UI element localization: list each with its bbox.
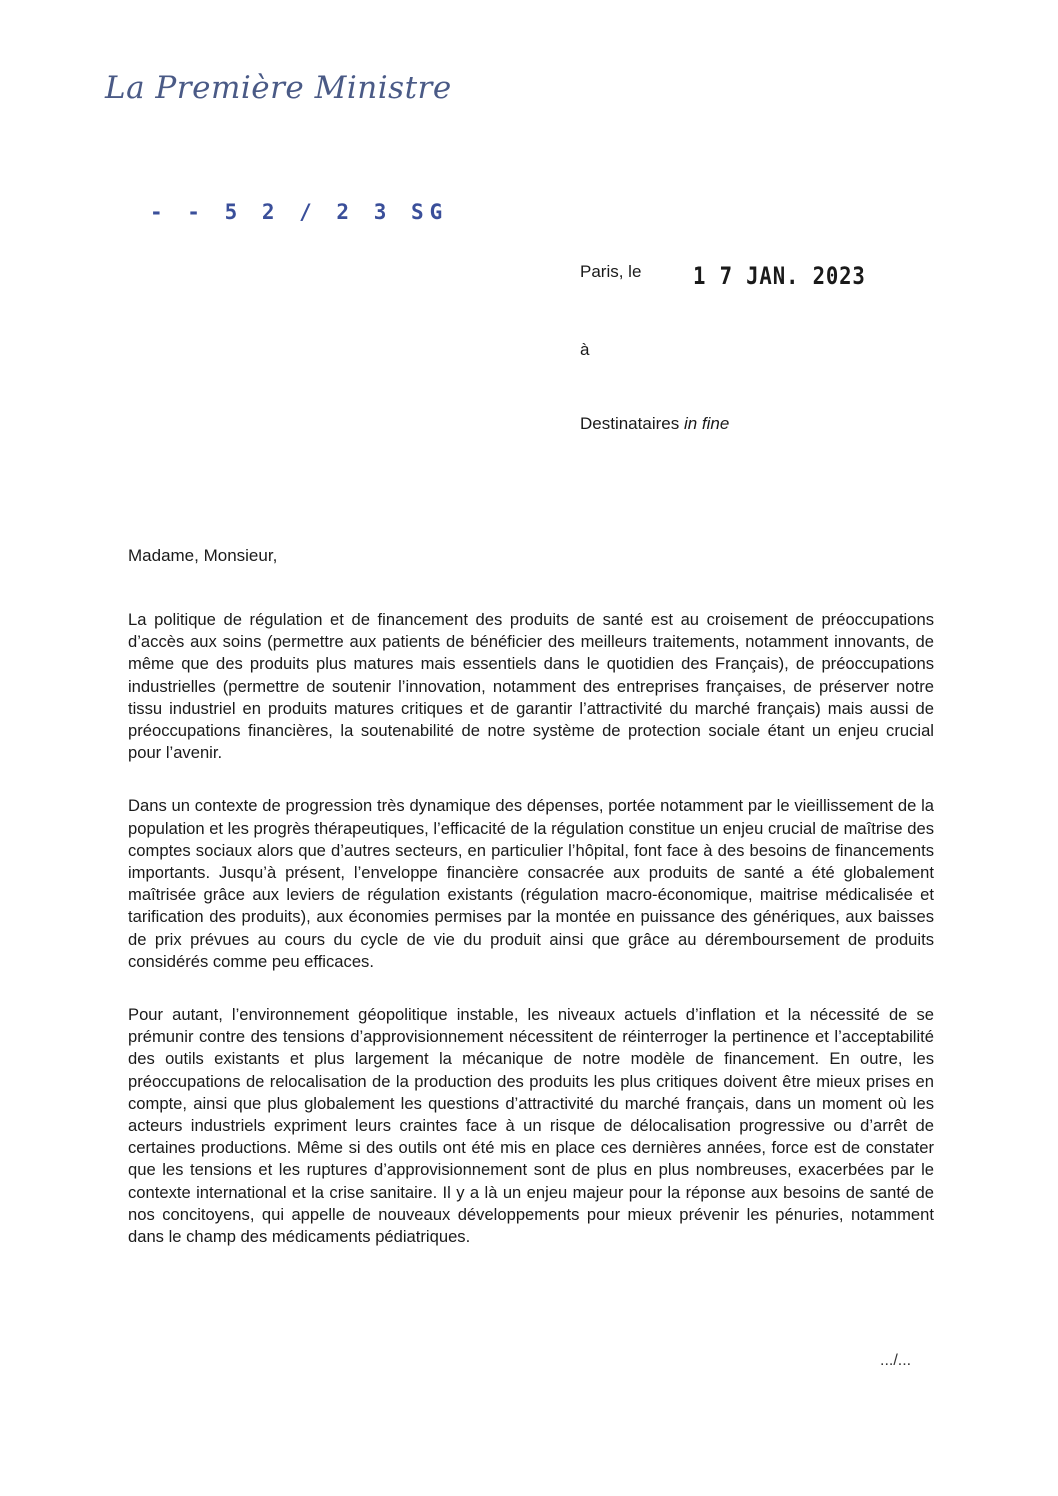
recipients-line xyxy=(580,414,729,434)
recipients-suffix: in fine xyxy=(683,414,730,433)
salutation: Madame, Monsieur, xyxy=(128,546,278,565)
recipients-label: Destinataires xyxy=(580,414,680,433)
body-paragraph-1: La politique de régulation et de financement des produits de santé est au croisement de préoccupations d’accès aux soins (permettre aux patients de bénéficier des meilleurs traitements, notamment innovants, de même que des produits plus matures mais essentiels dans le quotidien des Français), de préoccupations industrielles (permettre de soutenir l’innovation, notamment des entreprises françaises, de préserver notre tissu industriel en produits matures critiques et de garantir l’attractivité du marché français) mais aussi de préoccupations financières, la soutenabilité de notre système de protection sociale étant un enjeu crucial pour l’avenir. xyxy=(128,610,934,763)
reference-number-stamp: - - 5 2 / 2 3 SG xyxy=(150,200,449,224)
addressee-prefix: à xyxy=(580,340,590,359)
date-stamp: 1 7 JAN. 2023 xyxy=(693,262,866,290)
place-label: Paris, le xyxy=(580,262,642,281)
page-continuation-mark: .../... xyxy=(880,1352,912,1369)
body-paragraph-2: Dans un contexte de progression très dynamique des dépenses, portée notamment par le vieillissement de la population et les progrès thérapeutiques, l’efficacité de la régulation constitue un enjeu crucial de maîtrise des comptes sociaux alors que d’autres secteurs, en particulier l’hôpital, font face à des besoins de financements importants. Jusqu’à présent, l’enveloppe financière consacrée aux produits de santé a été globalement maîtrisée grâce aux leviers de régulation existants (régulation macro-économique, maitrise médicalisée et tarification des produits), aux économies permises par la montée en puissance des génériques, aux baisses de prix prévues au cours du cycle de vie du produit ainsi que grâce au déremboursement de produits considérés comme peu efficaces. xyxy=(128,796,934,971)
letter-body xyxy=(128,609,934,1248)
body-paragraph-3: Pour autant, l’environnement géopolitique instable, les niveaux actuels d’inflation et la nécessité de se prémunir contre des tensions d’approvisionnement nécessitent de réinterroger la pertinence et l’acceptabilité des outils existants et plus largement la mécanique de notre modèle de financement. En outre, les préoccupations de relocalisation de la production des produits les plus critiques doivent être mieux prises en compte, ainsi que plus globalement les questions d’attractivité du marché français, dans un moment où les acteurs industriels expriment leurs craintes face à un risque de délocalisation progressive ou d’arrêt de certaines productions. Même si des outils ont été mis en place ces dernières années, force est de constater que les tensions et les ruptures d’approvisionnement sont de plus en plus nombreuses, exacerbées par le contexte international et la crise sanitaire. Il y a là un enjeu majeur pour la réponse aux besoins de santé de nos concitoyens, qui appelle de nouveaux développements pour mieux prévenir les pénuries, notamment dans le champ des médicaments pédiatriques. xyxy=(128,1005,934,1247)
letterhead-title: La Première Ministre xyxy=(105,70,452,106)
